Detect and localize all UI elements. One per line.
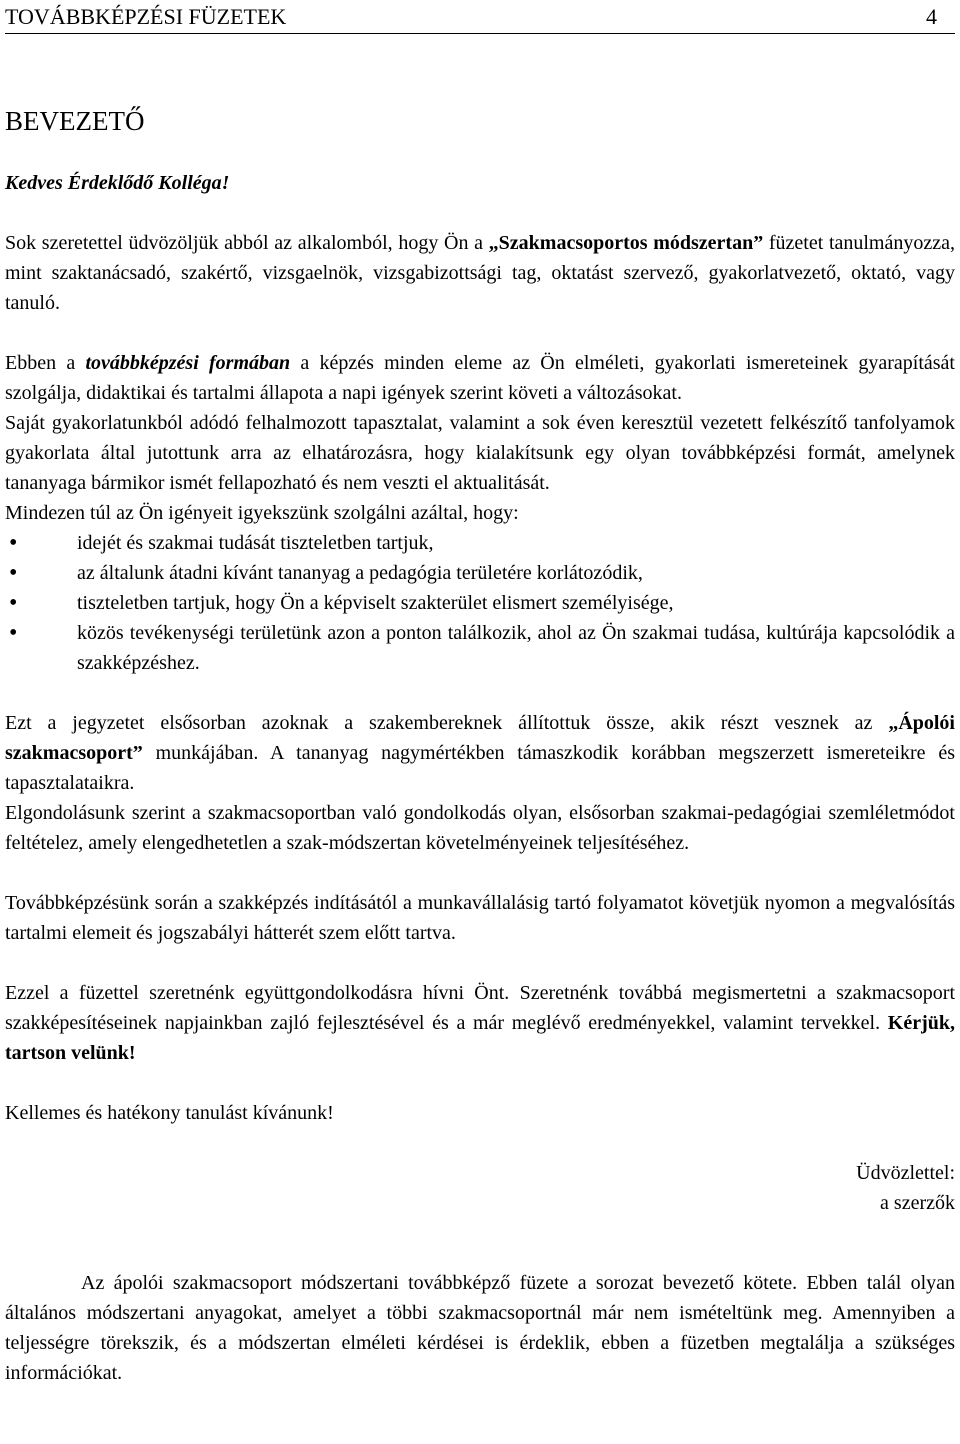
signature-greeting: Üdvözlettel: [856, 1162, 955, 1184]
spacer [5, 678, 955, 708]
signature-authors: a szerzők [880, 1192, 955, 1214]
format-text-1: Ebben a [5, 352, 86, 374]
format-text-2: a képzés minden eleme az Ön elméleti, gyakorlati ismereteinek gyarapítását szolgálja, didaktikai és tartalmi állapota a napi igények szerint követi a változásokat. [5, 352, 955, 404]
list-item: • tiszteletben tartjuk, hogy Ön a képviselt szakterület elismert személyisége, [5, 588, 955, 618]
invitation-emphasis: Kérjük, tartson velünk! [5, 1012, 955, 1064]
audience-group-name: „Ápolói szakmacsoport” [5, 712, 955, 764]
intro-booklet-title: „Szakmacsoportos módszertan” [488, 232, 764, 254]
document-page [5, 0, 955, 1388]
spacer [5, 198, 955, 228]
closing-paragraph: Az ápolói szakmacsoport módszertani továbbképző füzete a sorozat bevezető kötete. Ebben talál olyan általános módszertani anyagokat, amelyet a többi szakmacsoportnál már nem ismételtünk meg. Amennyiben a teljességre törekszik, és a módszertan elméleti kérdései is érdeklik, ebben a füzetben megtalálja a szükséges információkat. [5, 1272, 955, 1384]
audience-paragraph [5, 708, 955, 798]
list-item: • idejét és szakmai tudását tiszteletben tartjuk, [5, 528, 955, 558]
audience-text-1: Ezt a jegyzetet elsősorban azoknak a szakembereknek állítottuk össze, akik részt vesznek az [5, 712, 889, 734]
invitation-paragraph [5, 978, 955, 1068]
greeting: Kedves Érdeklődő Kolléga! [5, 172, 230, 194]
wishes-paragraph: Kellemes és hatékony tanulást kívánunk! [5, 1102, 334, 1124]
running-header [5, 0, 955, 34]
format-emphasis: továbbképzési formában [85, 352, 291, 374]
needs-list [5, 528, 955, 678]
concept-paragraph: Elgondolásunk szerint a szakmacsoportban való gondolkodás olyan, elsősorban szakmai-pedagógiai szemléletmódot feltételez, amely elengedhetetlen a szak-módszertan követelményeinek teljesítéséhez. [5, 802, 955, 854]
format-paragraph [5, 348, 955, 408]
header-series-title: TOVÁBBKÉPZÉSI FÜZETEK [5, 4, 287, 29]
list-item: • az általunk átadni kívánt tananyag a pedagógia területére korlátozódik, [5, 558, 955, 588]
needs-paragraph: Mindezen túl az Ön igényeit igyekszünk szolgálni azáltal, hogy: [5, 502, 519, 524]
audience-text-2: munkájában. A tananyag nagymértékben támaszkodik korábban megszerzett ismereteikre és tapasztalataikra. [5, 742, 955, 794]
spacer [5, 858, 955, 888]
header-page-number: 4 [926, 4, 937, 29]
spacer [5, 318, 955, 348]
spacer [5, 948, 955, 978]
intro-text-2: füzetet tanulmányozza, mint szaktanácsadó, szakértő, vizsgaelnök, vizsgabizottsági tag, oktatást szervező, gyakorlatvezető, oktató, vagy tanuló. [5, 232, 955, 314]
spacer [5, 1068, 955, 1098]
section-title: BEVEZETŐ [5, 106, 145, 136]
invitation-text: Ezzel a füzettel szeretnénk együttgondolkodásra hívni Önt. Szeretnénk továbbá megismertetni a szakmacsoport szakképesítéseinek napjainkban zajló fejlesztésével és a már meglévő eredményekkel, valamint tervekkel. [5, 982, 955, 1034]
process-paragraph: Továbbképzésünk során a szakképzés indításától a munkavállalásig tartó folyamatot követjük nyomon a megvalósítás tartalmi elemeit és jogszabályi hátterét szem előtt tartva. [5, 892, 955, 944]
spacer [5, 1128, 955, 1158]
spacer [5, 1218, 955, 1248]
intro-text-1: Sok szeretettel üdvözöljük abból az alkalomból, hogy Ön a [5, 232, 489, 254]
experience-paragraph: Saját gyakorlatunkból adódó felhalmozott tapasztalat, valamint a sok éven keresztül vezetett felkészítő tanfolyamok gyakorlata által jutottunk arra az elhatározásra, hogy kialakítsunk egy olyan továbbképzési formát, amelynek tananyaga bármikor ismét fellapozható és nem veszti el aktualitását. [5, 412, 955, 494]
spacer [5, 1248, 955, 1268]
list-item: • közös tevékenységi területünk azon a ponton találkozik, ahol az Ön szakmai tudása, kultúrája kapcsolódik a szakképzéshez. [5, 618, 955, 678]
intro-paragraph [5, 228, 955, 318]
